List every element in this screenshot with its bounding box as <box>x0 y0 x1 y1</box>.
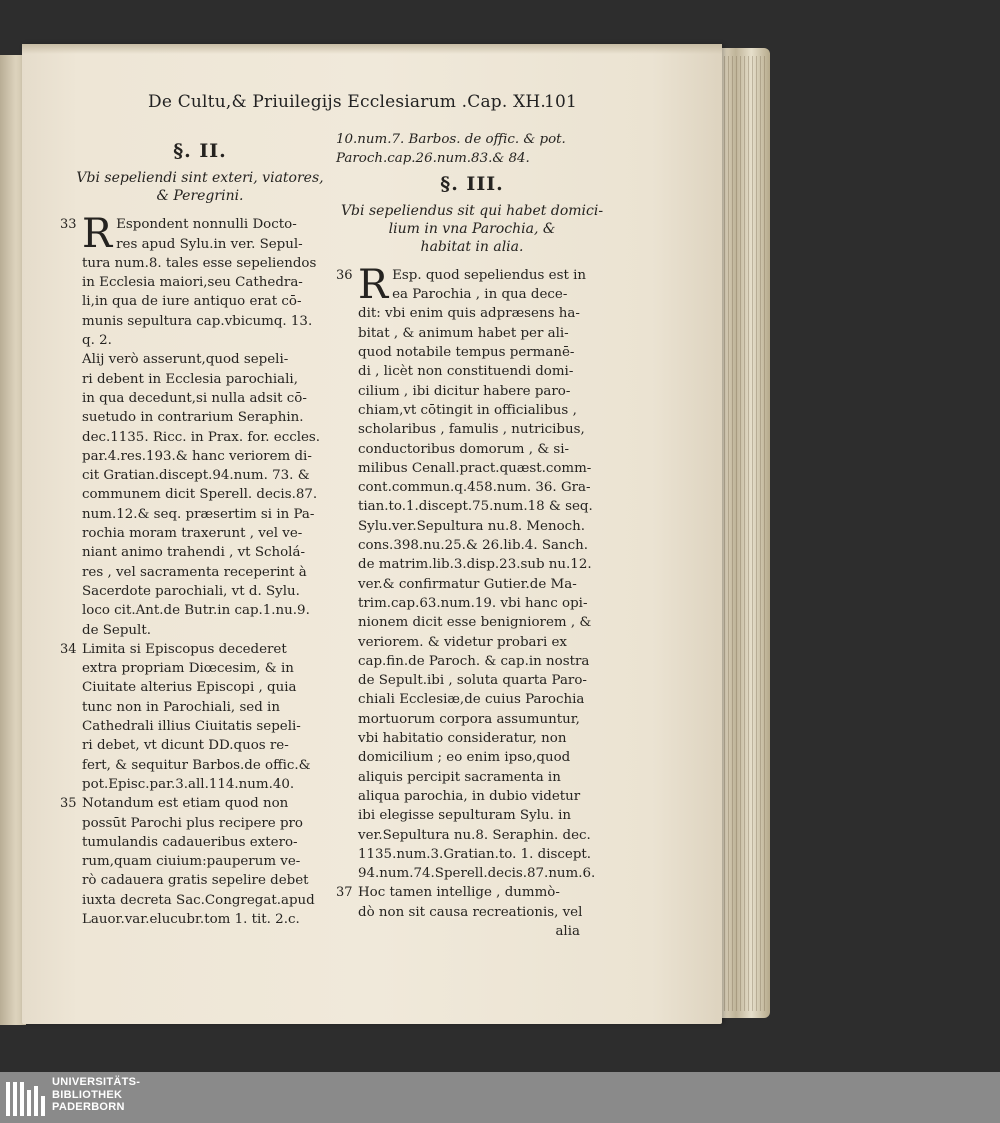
text-line: Espondent nonnulli Docto- <box>116 217 297 233</box>
left-column <box>60 136 340 929</box>
text-line: ver.& confirmatur Gutier.de Ma- <box>358 576 577 592</box>
text-line: aliquis percipit sacramenta in <box>358 769 561 785</box>
text-line: cit Gratian.discept.94.num. 73. & <box>82 468 310 484</box>
drop-capital: R <box>82 211 113 258</box>
text-line: dec.1135. Ricc. in Prax. for. eccles. <box>82 429 321 445</box>
paragraph-number: 34 <box>60 641 77 657</box>
right-paragraphs <box>336 261 608 922</box>
library-name-line: BIBLIOTHEK <box>52 1088 123 1101</box>
text-line: de Sepult. <box>82 622 151 638</box>
folio-number: 101 <box>544 92 578 112</box>
text-line: Limita si Episcopus decederet <box>82 641 287 657</box>
text-line: fert, & sequitur Barbos.de offic.& <box>82 757 311 773</box>
rubric-line: Vbi sepeliendus sit qui habet domici- <box>340 202 604 219</box>
text-line: cap.fin.de Paroch. & cap.in nostra <box>358 653 590 669</box>
text-line: aliqua parochia, in dubio videtur <box>358 788 581 804</box>
drop-capital: R <box>358 261 389 308</box>
text-line: vbi habitatio consideratur, non <box>358 731 567 747</box>
text-line: chiali Ecclesiæ,de cuius Parochia <box>358 692 585 708</box>
text-line: veriorem. & videtur probari ex <box>358 634 567 650</box>
text-line: pot.Episc.par.3.all.114.num.40. <box>82 776 295 792</box>
library-name <box>52 1076 140 1114</box>
text-line: di , licèt non constituendi domi- <box>358 364 574 380</box>
text-line: res apud Sylu.in ver. Sepul- <box>116 236 303 252</box>
text-line: Cathedrali illius Ciuitatis sepeli- <box>82 719 301 735</box>
text-line: Alij verò asserunt,quod sepeli- <box>82 352 289 368</box>
text-line: in qua decedunt,si nulla adsit cō- <box>82 390 307 406</box>
text-line: in Ecclesia maiori,seu Cathedra- <box>82 275 303 291</box>
library-footer <box>0 1072 1000 1123</box>
text-line: Esp. quod sepeliendus est in <box>392 267 587 283</box>
text-line: mortuorum corpora assumuntur, <box>358 711 580 727</box>
text-line: dit: vbi enim quis adpræsens ha- <box>358 306 580 322</box>
paragraph <box>60 794 340 929</box>
catchword: alia <box>555 923 580 939</box>
text-line: communem dicit Sperell. decis.87. <box>82 487 318 503</box>
text-line: extra propriam Diœcesim, & in <box>82 661 294 677</box>
text-line: chiam,vt cōtingit in officialibus , <box>358 402 577 418</box>
text-line: Lauor.var.elucubr.tom 1. tit. 2.c. <box>82 911 300 927</box>
rubric-line: Vbi sepeliendi sint exteri, viatores, <box>76 170 324 187</box>
rubric-line: lium in vna Parochia, & <box>388 220 556 237</box>
library-name-line: UNIVERSITÄTS- <box>52 1076 141 1088</box>
library-logo-icon <box>6 1078 46 1116</box>
text-line: tian.to.1.discept.75.num.18 & seq. <box>358 499 593 515</box>
text-line: num.12.& seq. præsertim si in Pa- <box>82 506 315 522</box>
right-column <box>336 130 608 941</box>
text-line: loco cit.Ant.de Butr.in cap.1.nu.9. <box>82 603 310 619</box>
text-line: suetudo in contrarium Seraphin. <box>82 410 304 426</box>
text-line: ri debet, vt dicunt DD.quos re- <box>82 738 289 754</box>
paragraph-number: 35 <box>60 796 77 812</box>
paragraph-number: 37 <box>336 885 353 901</box>
text-line: Ciuitate alterius Episcopi , quia <box>82 680 297 696</box>
paragraph <box>60 350 340 639</box>
continued-line: Paroch.cap.26.num.83.& 84. <box>336 151 530 167</box>
text-line: dò non sit causa recreationis, vel <box>358 904 583 920</box>
text-line: conductoribus domorum , & si- <box>358 441 570 457</box>
paragraph <box>60 211 340 350</box>
text-line: iuxta decreta Sac.Congregat.apud <box>82 892 315 908</box>
text-line: rochia moram traxerunt , vel ve- <box>82 526 303 542</box>
text-line: cilium , ibi dicitur habere paro- <box>358 383 571 399</box>
paragraph-number: 36 <box>336 267 353 283</box>
text-line: nionem dicit esse benigniorem , & <box>358 615 592 631</box>
text-line: tunc non in Parochiali, sed in <box>82 699 280 715</box>
text-line: res , vel sacramenta receperint à <box>82 564 307 580</box>
section-rubric <box>60 169 340 205</box>
text-line: tumulandis cadaueribus extero- <box>82 834 298 850</box>
text-line: rò cadauera gratis sepelire debet <box>82 873 309 889</box>
text-line: li,in qua de iure antiquo erat cō- <box>82 294 302 310</box>
text-line: par.4.res.193.& hanc veriorem di- <box>82 448 312 464</box>
paragraph <box>60 640 340 794</box>
text-line: possūt Parochi plus recipere pro <box>82 815 303 831</box>
text-line: tura num.8. tales esse sepeliendos <box>82 255 317 271</box>
text-line: bitat , & animum habet per ali- <box>358 325 569 341</box>
text-line: Sacerdote parochiali, vt d. Sylu. <box>82 583 300 599</box>
library-name-line: PADERBORN <box>52 1101 125 1113</box>
page-top-shadow <box>22 44 722 54</box>
paragraph-number: 33 <box>60 217 77 233</box>
continued-line: 10.num.7. Barbos. de offic. & pot. <box>336 132 566 147</box>
text-line: milibus Cenall.pract.quæst.comm- <box>358 460 592 476</box>
paragraph <box>336 883 608 922</box>
text-line: munis sepultura cap.vbicumq. 13. <box>82 313 313 329</box>
text-line: cont.commun.q.458.num. 36. Gra- <box>358 480 591 496</box>
section-heading: §. II. <box>173 140 227 162</box>
rubric-line: & Peregrini. <box>156 188 244 205</box>
text-line: 1135.num.3.Gratian.to. 1. discept. <box>358 846 592 862</box>
text-line: quod notabile tempus permanē- <box>358 345 575 361</box>
paragraph <box>336 261 608 884</box>
section-rubric <box>336 202 608 256</box>
text-line: ea Parochia , in qua dece- <box>392 287 568 303</box>
text-line: cons.398.nu.25.& 26.lib.4. Sanch. <box>358 538 588 554</box>
header-title: De Cultu,& Priuilegijs Ecclesiarum .Cap. XH. <box>148 92 547 112</box>
text-line: de Sepult.ibi , soluta quarta Paro- <box>358 673 587 689</box>
section-heading: §. III. <box>440 172 504 195</box>
text-line: de matrim.lib.3.disp.23.sub nu.12. <box>358 557 592 573</box>
running-header <box>148 92 588 112</box>
rubric-line: habitat in alia. <box>420 238 524 255</box>
text-line: ibi elegisse sepulturam Sylu. in <box>358 808 571 824</box>
text-line: Notandum est etiam quod non <box>82 796 289 812</box>
text-line: domicilium ; eo enim ipso,quod <box>358 750 571 766</box>
text-line: ver.Sepultura nu.8. Seraphin. dec. <box>358 827 591 843</box>
text-line: q. 2. <box>82 333 112 349</box>
text-line: Hoc tamen intellige , dummò- <box>358 885 560 901</box>
text-line: Sylu.ver.Sepultura nu.8. Menoch. <box>358 518 586 534</box>
text-line: niant animo trahendi , vt Scholá- <box>82 545 305 561</box>
left-paragraphs <box>60 211 340 929</box>
text-line: ri debent in Ecclesia parochiali, <box>82 371 298 387</box>
text-line: trim.cap.63.num.19. vbi hanc opi- <box>358 595 588 611</box>
text-line: scholaribus , famulis , nutricibus, <box>358 422 585 438</box>
text-line: 94.num.74.Sperell.decis.87.num.6. <box>358 866 596 882</box>
text-line: rum,quam ciuium:pauperum ve- <box>82 854 301 870</box>
